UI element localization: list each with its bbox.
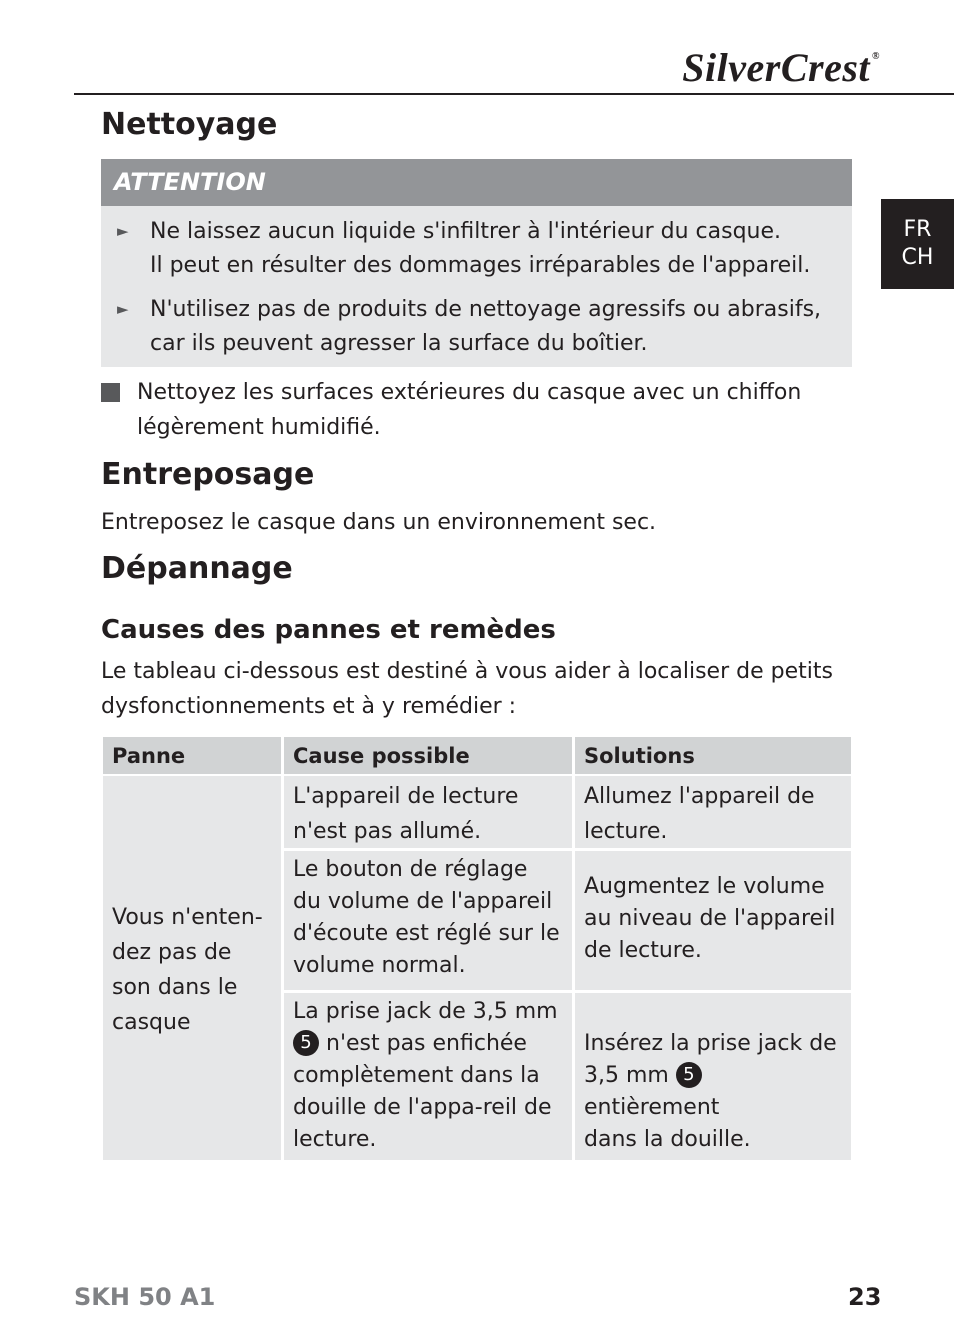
header-rule xyxy=(74,93,954,95)
section-title-troubleshooting: Dépannage xyxy=(101,551,293,586)
table-cell-cause: Le bouton de réglage du volume de l'appareil d'écoute est réglé sur le volume normal. xyxy=(284,851,572,990)
page-number: 23 xyxy=(848,1283,882,1311)
attention-label: ATTENTION xyxy=(101,159,852,206)
table-header-solutions: Solutions xyxy=(575,737,851,774)
square-bullet-icon xyxy=(101,383,120,402)
attention-item: N'utilisez pas de produits de nettoyage agressifs ou abrasifs, car ils peuvent agresser la surface du boîtier. xyxy=(150,297,822,356)
part-number-badge: 5 xyxy=(676,1062,702,1088)
table-cell-solution: Insérez la prise jack de 3,5 mm 5 entièrement dans la douille. xyxy=(575,993,851,1160)
causes-intro: Le tableau ci-dessous est destiné à vous aider à localiser de petits dysfonctionnements et à y remédier : xyxy=(101,659,833,719)
language-tab xyxy=(881,199,954,289)
storage-text: Entreposez le casque dans un environnement sec. xyxy=(101,510,657,535)
arrow-bullet-icon: ► xyxy=(117,300,129,318)
language-code-ch: CH xyxy=(901,245,934,270)
part-number-badge: 5 xyxy=(293,1030,319,1056)
attention-item: Ne laissez aucun liquide s'infiltrer à l'intérieur du casque. Il peut en résulter des dommages irréparables de l'appareil. xyxy=(150,219,811,278)
footer-model: SKH 50 A1 xyxy=(74,1283,216,1311)
attention-box xyxy=(101,159,852,367)
arrow-bullet-icon: ► xyxy=(117,222,129,240)
brand-logo: SilverCrest ® xyxy=(682,45,880,90)
section-title-storage: Entreposage xyxy=(101,457,315,492)
subsection-title-causes: Causes des pannes et remèdes xyxy=(101,615,556,645)
table-cell-solution: Allumez l'appareil de lecture. xyxy=(575,776,851,848)
table-header-cause: Cause possible xyxy=(284,737,572,774)
table-cell-cause: L'appareil de lecture n'est pas allumé. xyxy=(284,776,572,848)
table-header-panne: Panne xyxy=(103,737,281,774)
cleaning-instruction: Nettoyez les surfaces extérieures du casque avec un chiffon légèrement humidifié. xyxy=(137,380,802,440)
table-cell-cause: La prise jack de 3,5 mm 5 n'est pas enfichée complètement dans la douille de l'appa-reil de lecture. xyxy=(284,993,572,1160)
table-cell-solution: Augmentez le volume au niveau de l'appareil de lecture. xyxy=(575,851,851,990)
table-cell-panne: Vous n'enten- dez pas de son dans le casque xyxy=(103,776,281,1160)
section-title-cleaning: Nettoyage xyxy=(101,107,278,142)
language-code-fr: FR xyxy=(903,217,932,242)
